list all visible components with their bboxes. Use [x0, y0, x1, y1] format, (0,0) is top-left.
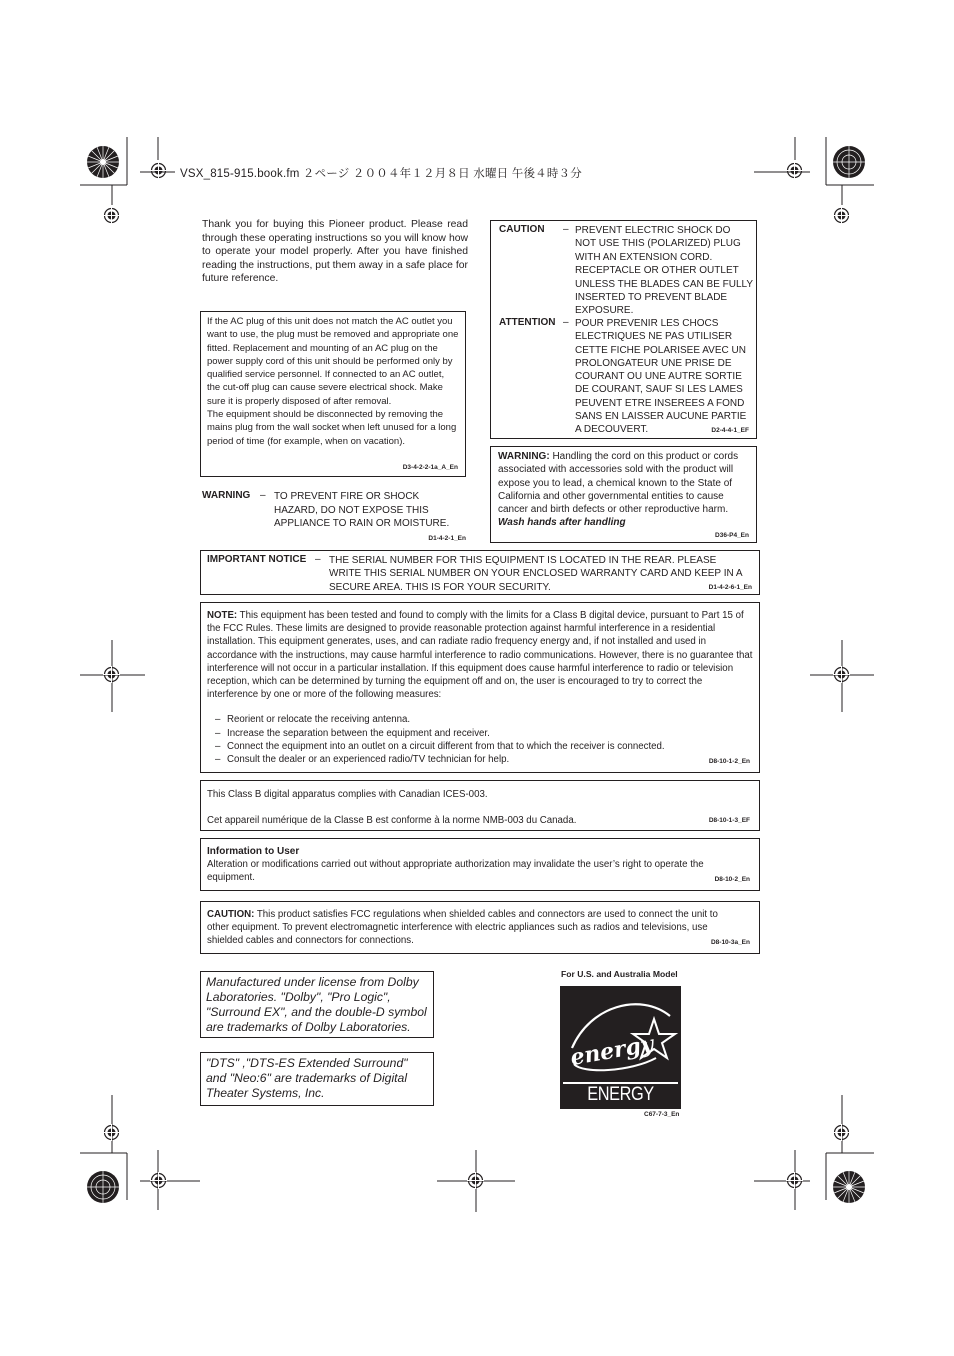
dts-text: "DTS" ,"DTS-ES Extended Surround" and "Neo:6" are trademarks of Digital Theater Systems, Inc. [206, 1056, 408, 1100]
warning-fire-text: TO PREVENT FIRE OR SHOCK HAZARD, DO NOT EXPOSE THIS APPLIANCE TO RAIN OR MOISTURE. [274, 491, 450, 529]
registration-mark-icon [467, 1172, 484, 1194]
warning-cord-code: D36-P4_En [715, 532, 749, 539]
attention-dash: – [563, 317, 569, 328]
registration-mark-icon [833, 207, 850, 229]
information-to-user [200, 838, 760, 891]
fcc-measure-item: – Reorient or relocate the receiving antenna. [215, 714, 411, 726]
warning-cord-label: WARNING: [498, 451, 550, 462]
dolby-text: Manufactured under license from Dolby Laboratories. "Dolby", "Pro Logic", "Surround EX", and the double-D symbol are trademarks of Dolby Laboratories. [206, 975, 427, 1034]
ac-disconnect-text: The equipment should be disconnected by removing the mains plug from the wall socket when left unused for a long period of time (for example, when on vacation). [207, 409, 457, 447]
caution-fcc-text: This product satisfies FCC regulations when shielded cables and connectors are used to connect the unit to other equipment. To prevent electromagnetic interference with electric appliances such as radios and televisions, use shielded cables and connectors for connections. [207, 909, 718, 947]
caution-text: PREVENT ELECTRIC SHOCK DO NOT USE THIS (POLARIZED) PLUG WITH AN EXTENSION CORD. RECEPTACLE OR OTHER OUTLET UNLESS THE BLADES CAN BE FULLY INSERTED TO PREVENT BLADE EXPOSURE. [575, 225, 753, 317]
registration-mark-icon [103, 666, 120, 688]
fcc-measure-item: – Consult the dealer or an experienced radio/TV technician for help. [215, 754, 510, 766]
energy-script-text: energy [568, 1030, 656, 1072]
starburst-icon [86, 1170, 120, 1209]
registration-mark-icon [833, 1124, 850, 1146]
fcc-note [200, 602, 760, 773]
registration-mark-icon [833, 666, 850, 688]
registration-mark-icon [786, 1172, 803, 1194]
caution-attention-notice [490, 220, 757, 439]
registration-mark-icon [150, 162, 167, 184]
fcc-measure-item: – Connect the equipment into an outlet on a circuit different from that to which the receiver is connected. [215, 741, 665, 753]
warning-fire-dash: – [260, 490, 266, 501]
fcc-measure-item: – Increase the separation between the equipment and receiver. [215, 727, 490, 739]
important-notice-dash: – [315, 554, 321, 565]
important-notice-text: THE SERIAL NUMBER FOR THIS EQUIPMENT IS LOCATED IN THE REAR. PLEASE WRITE THIS SERIAL NUMBER ON YOUR ENCLOSED WARRANTY CARD AND KEEP IN A SECURE AREA. THIS IS FOR YOUR SECURITY. [329, 555, 743, 593]
caution-fcc-notice [200, 901, 760, 954]
intro-paragraph [202, 218, 468, 286]
registration-mark-icon [786, 162, 803, 184]
important-notice-code: D1-4-2-6-1_En [708, 584, 752, 591]
registration-mark-icon [150, 1172, 167, 1194]
caution-fcc-label: CAUTION: [207, 909, 255, 920]
warning-cord-text: Handling the cord on this product or cords associated with accessories sold with the product will expose you to lead, a chemical known to the State of California and other governmental entities to cause cancer and birth defects or other reproductive harm. [498, 451, 739, 516]
warning-fire-notice [202, 490, 468, 545]
starburst-icon [832, 145, 866, 184]
attention-text: POUR PREVENIR LES CHOCS ELECTRIQUES NE PAS UTILISER CETTE FICHE POLARISEE AVEC UN PROLONGATEUR UNE PRISE DE COURANT OU UNE AUTRE SORTIE DE COURANT, SAUF SI LES LAMES PEUVENT ETRE INSEREES A FOND SANS EN LAISSER AUCUNE PARTIE A DECOUVERT. [575, 318, 747, 436]
important-notice-label: IMPORTANT NOTICE [207, 554, 307, 565]
dolby-trademark [200, 971, 434, 1038]
ac-plug-code: D3-4-2-2-1a_A_En [402, 464, 458, 471]
canada-code: D8-10-1-3_EF [708, 817, 750, 824]
ac-plug-text: If the AC plug of this unit does not match the AC outlet you want to use, the plug must be removed and appropriate one fitted. Replacement and mounting of an AC plug on the power supply cord of this unit should be performed only by qualified service personnel. If connected to an AC outlet, the cut-off plug can cause severe electrical shock. Make sure it is properly disposed of after removal. [207, 316, 459, 407]
important-notice [200, 550, 760, 595]
energy-star-code: C67-7-3_En [644, 1111, 680, 1118]
fcc-note-label: NOTE: [207, 610, 238, 621]
starburst-icon [86, 145, 120, 184]
dts-trademark [200, 1052, 434, 1106]
fcc-note-text: This equipment has been tested and found to comply with the limits for a Class B digital device, pursuant to Part 15 of the FCC Rules. These limits are designed to provide reasonable protection against harmful interference in a residential installation. This equipment generates, uses, and can radiate radio frequency energy and, if not installed and used in accordance with the instructions, may cause harmful interference to radio communications. However, there is no guarantee that interference will not occur in a particular installation. If this equipment does cause harmful interference to radio or television reception, which can be determined by turning the equipment off and on, the user is encouraged to try to correct the interference by one or more of the following measures: [207, 610, 753, 701]
registration-mark-icon [103, 207, 120, 229]
intro-text: Thank you for buying this Pioneer product. Please read through these operating instructions so you will know how to operate your model properly. After you have finished reading the instructions, put them away in a safe place for future reference. [202, 219, 468, 284]
info-user-code: D8-10-2_En [714, 876, 750, 883]
caution-code: D2-4-4-1_EF [711, 427, 749, 434]
caution-label: CAUTION [499, 224, 545, 235]
caution-dash: – [563, 224, 569, 235]
canada-en-text: This Class B digital apparatus complies with Canadian ICES-003. [207, 789, 488, 800]
starburst-icon [832, 1170, 866, 1209]
energy-star-banner: ENERGY STAR [587, 1084, 654, 1131]
warning-fire-code: D1-4-2-1_En [428, 535, 466, 542]
info-user-title: Information to User [207, 846, 300, 857]
wash-hands-text: Wash hands after handling [498, 517, 626, 529]
canada-fr-text: Cet appareil numérique de la Classe B est conforme à la norme NMB-003 du Canada. [207, 815, 577, 826]
caution-fcc-code: D8-10-3a_En [710, 939, 750, 946]
file-slug-header: VSX_815-915.book.fm ２ページ ２００４年１２月８日 水曜日 午後４時３分 [180, 168, 582, 180]
fcc-note-code: D8-10-1-2_En [708, 758, 750, 765]
attention-label: ATTENTION [499, 317, 556, 328]
energy-star-model-label: For U.S. and Australia Model [561, 969, 678, 979]
warning-fire-label: WARNING [202, 490, 251, 501]
warning-cord-notice [490, 446, 757, 543]
registration-mark-icon [103, 1124, 120, 1146]
ac-plug-notice [200, 311, 466, 477]
canada-compliance [200, 780, 760, 831]
info-user-text: Alteration or modifications carried out without appropriate authorization may invalidate the user’s right to operate the equipment. [207, 859, 704, 883]
